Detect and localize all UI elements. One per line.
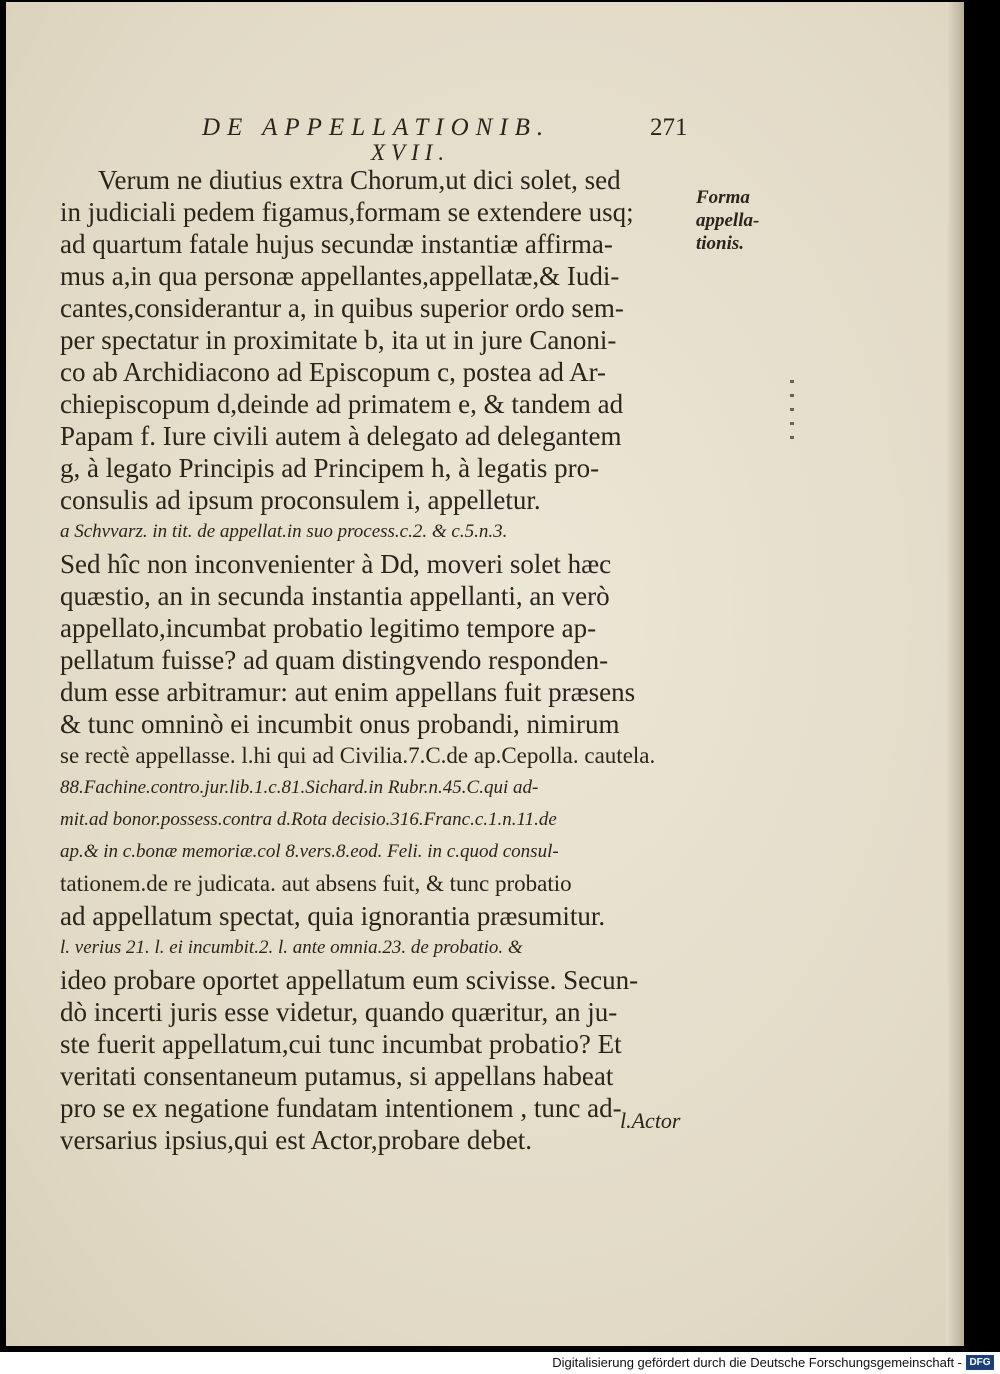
text-line: appellato,incumbat probatio legitimo tempore ap- [60,613,597,643]
text-line: ad appellatum spectat, quia ignorantia præsumitur. [60,901,606,931]
margin-note-line: Forma [696,187,750,208]
text-line: veritati consentaneum putamus, si appellans habeat [60,1061,614,1091]
text-line: & tunc omninò ei incumbit onus probandi, nimirum [60,709,620,739]
text-line: dum esse arbitramur: aut enim appellans fuit præsens [60,677,636,707]
text-line: chiepiscopum d,deinde ad primatem e, & tandem ad [60,389,624,419]
text-line: quæstio, an in secunda instantia appellanti, an verò [60,581,610,611]
chapter-heading: XVII. [371,140,451,165]
dfg-logo: DFG [966,1355,994,1370]
text-line: se rectè appellasse. l.hi qui ad Civilia.7.C.de ap.Cepolla. cautela. [60,743,656,768]
text-line: ideo probare oportet appellatum eum scivisse. Secun- [60,965,639,995]
text-line: a Schvvarz. in tit. de appellat.in suo process.c.2. & c.5.n.3. [60,521,508,542]
text-line: in judiciali pedem figamus,formam se extendere usq; [60,197,634,227]
catchword: l.Actor [620,1108,681,1133]
margin-note [696,186,776,255]
footer-bar [0,1352,1000,1374]
text-line: g, à legato Principis ad Principem h, à legatis pro- [60,453,600,483]
margin-note-line: tionis. [696,233,745,254]
text-line: Papam f. Iure civili autem à delegato ad delegantem [60,421,622,451]
margin-marks [790,380,794,440]
text-line: ste fuerit appellatum,cui tunc incumbat probatio? Et [60,1029,622,1059]
text-line: l. verius 21. l. ei incumbit.2. l. ante omnia.23. de probatio. & [60,937,523,958]
text-line: ap.& in c.bonæ memoriæ.col 8.vers.8.eod. Feli. in c.quod consul- [60,841,559,862]
text-line: per spectatur in proximitate b, ita ut in jure Canoni- [60,325,617,355]
text-line: pellatum fuisse? ad quam distingvendo responden- [60,645,609,675]
page-right-edge [946,2,964,1346]
text-line: consulis ad ipsum proconsulem i, appelletur. [60,485,541,515]
text-line: Verum ne diutius extra Chorum,ut dici solet, sed [98,165,621,195]
footer-credit: Digitalisierung gefördert durch die Deutsche Forschungsgemeinschaft - [552,1355,962,1370]
text-line: versarius ipsius,qui est Actor,probare debet. [60,1125,533,1155]
text-line: pro se ex negatione fundatam intentionem , tunc ad- [60,1093,622,1123]
text-line: 88.Fachine.contro.jur.lib.1.c.81.Sichard.in Rubr.n.45.C.qui ad- [60,777,539,798]
text-line: dò incerti juris esse videtur, quando quæritur, an ju- [60,997,618,1027]
text-line: tationem.de re judicata. aut absens fuit, & tunc probatio [60,871,572,896]
text-line: co ab Archidiacono ad Episcopum c, postea ad Ar- [60,357,607,387]
text-line: ad quartum fatale hujus secundæ instantiæ affirma- [60,229,613,259]
body-text [60,164,700,1156]
page-number: 271 [650,114,688,141]
text-line: Sed hîc non inconvenienter à Dd, moveri solet hæc [60,549,612,579]
text-line: cantes,considerantur a, in quibus superior ordo sem- [60,293,624,323]
text-line: mit.ad bonor.possess.contra d.Rota decisio.316.Franc.c.1.n.11.de [60,809,557,830]
margin-note-line: appella- [696,210,760,231]
text-line: mus a,in qua personæ appellantes,appellatæ,& Iudi- [60,261,620,291]
running-title: DE APPELLATIONIB. [202,114,551,141]
